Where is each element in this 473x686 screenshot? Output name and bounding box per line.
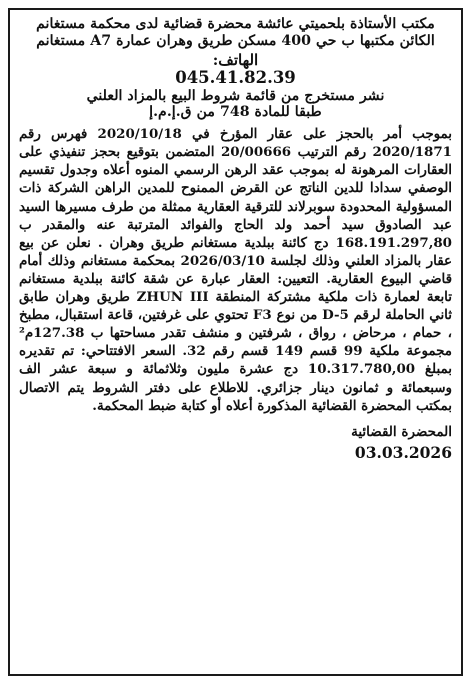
notice-header [19, 16, 452, 50]
notice-date: 03.03.2026 [354, 442, 452, 462]
legal-notice [8, 8, 463, 676]
notice-footer [19, 423, 452, 463]
title-line-2: طبقا للمادة 748 من ق.إ.م.إ [149, 104, 322, 121]
office-line-2: الكائن مكتبها ب حي 400 مسكن طريق وهران عمارة A7 مستغانم [36, 32, 435, 49]
phone-line [19, 51, 452, 87]
phone-label: الهاتف: [212, 50, 259, 69]
signature-label: المحضرة القضائية [351, 423, 452, 440]
title-line-1: نشر مستخرج من قائمة شروط البيع بالمزاد العلني [86, 87, 385, 104]
office-line-1: مكتب الأستاذة بلحميتي عائشة محضرة قضائية لدى محكمة مستغانم [36, 16, 435, 32]
phone-number: 045.41.82.39 [175, 67, 296, 87]
notice-title [19, 88, 452, 122]
notice-body: بموجب أمر بالحجز على عقار المؤرخ في 2020/10/18 فهرس رقم 2020/1871 رقم الترتيب 20/00666 المتضمن بتوقيع بحجز تنفيذي على العقارات المرهونة له بموجب عقد الرهن الرسمي المنوه أعلاه وجدول تقسيم الوصفي سدادا للدين الناتج عن القرض الممنوح للمدين الراهن الشركة ذات المسؤولية المحدودة سوبرلاند للترقية العقارية ممثلة من طرف مسيرها السيد عبد الصادوق سيد أحمد ولد الحاج والفوائد المترتبة عنه والمقدر ب 168.191.297,80 دج كائنة ببلدية مستغانم طريق وهران . نعلن عن بيع عقار بالمزاد العلني وذلك لجلسة 2026/03/10 بمحكمة مستغانم وذلك أمام قاضي البيوع العقارية. التعيين: العقار عبارة عن شقة كائنة ببلدية مستغانم تابعة لعمارة ذات ملكية مشتركة المنطقة ZHUN III طريق وهران طابق ثاني الحاملة لرقم D-5 من نوع F3 تحتوي على غرفتين، قاعة استقبال، مطبخ ، حمام ، مرحاض ، رواق ، شرفتين و منشف تقدر مساحتها ب 127.38م² مجموعة ملكية 99 قسم 149 قسم رقم 32. السعر الافتتاحي: تم تقديره بمبلغ 10.317.780,00 دج عشرة مليون وثلاثمائة و سبعة عشر الف وسبعمائة و ثمانون دينار جزائري. للاطلاع على دفتر الشروط يتم الاتصال بمكتب المحضرة القضائية المذكورة أعلاه أو كتابة ضبط المحكمة. [19, 126, 452, 414]
